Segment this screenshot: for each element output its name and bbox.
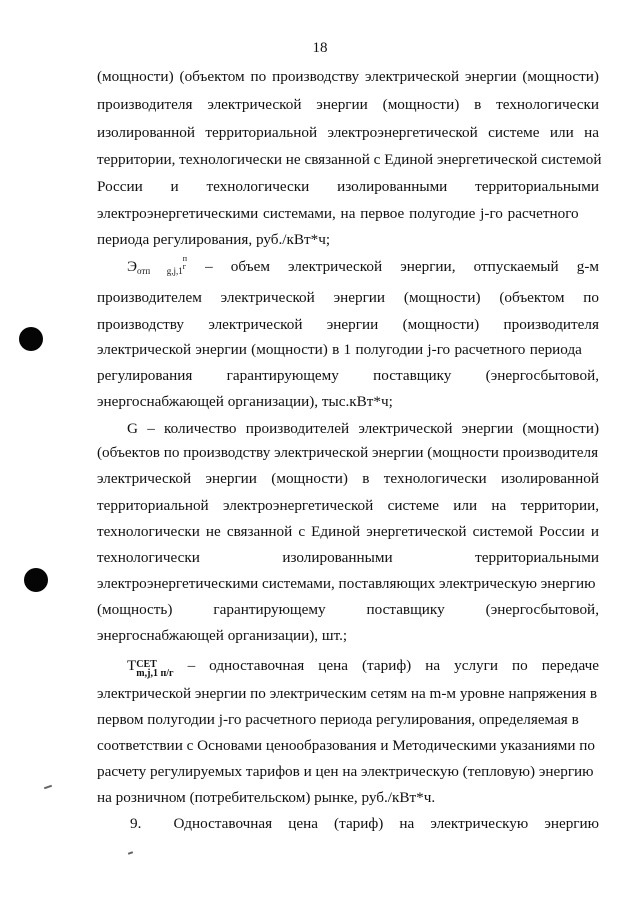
text-line: (объектов по производству электрической энергии (мощности производителя [97,444,599,461]
text-line: территориальной электроэнергетической системе или на территории, [97,497,599,514]
term-tariff-definition: – одноставочная цена (тариф) на услуги по передаче [187,657,600,674]
scan-mark [44,785,52,790]
text-line: изолированной территориальной электроэнергетической системе или на [97,124,599,141]
text-line: России и технологически изолированными территориальными [97,178,599,195]
text-line: энергоснабжающей организации), шт.; [97,627,348,644]
text-line: первом полугодии j-го расчетного периода регулирования, определяемая в [97,711,579,728]
text-line: (мощности) (объектом по производству электрической энергии (мощности) [97,68,599,85]
term-energy-definition: – объем электрической энергии, отпускаемый g-м [205,258,599,275]
text-line: технологически не связанной с Единой энергетической системой России и [97,523,599,540]
text-line: производителя электрической энергии (мощности) в технологически [97,96,599,113]
text-line: технологически изолированными территориальными [97,549,599,566]
item-text: Одноставочная цена (тариф) на электрическую энергию [173,815,600,832]
text-line: периода регулирования, руб./кВт*ч; [97,231,331,248]
symbol-energy: $Э_{отп g,j,1}п$ г [127,254,187,276]
page-number: 18 [312,40,328,56]
symbol-tariff: TСЕТ m,j,1 п/г [127,657,174,679]
text-line: электроэнергетическими системами, на первое полугодие j-го расчетного [97,205,579,222]
text-line: электрической энергии по электрическим сетям на m-м уровне напряжения в [97,685,598,702]
scan-mark [128,851,133,855]
text-line: энергоснабжающей организации), тыс.кВт*ч; [97,393,393,410]
term-energy-line [127,255,599,281]
term-tariff-line [127,656,599,678]
text-line: на розничном (потребительском) рынке, руб./кВт*ч. [97,789,436,806]
text-line: электрической энергии (мощности) в 1 полугодии j-го расчетного периода [97,341,582,358]
text-line: территории, технологически не связанной с Единой энергетической системой [97,151,602,168]
text-line: электроэнергетическими системами, поставляющих электрическую энергию [97,575,596,592]
text-line: производству электрической энергии (мощности) производителя [97,316,599,333]
text-line: (мощность) гарантирующему поставщику (энергосбытовой, [97,601,599,618]
text-line: регулирования гарантирующему поставщику (энергосбытовой, [97,367,599,384]
text-line: расчету регулируемых тарифов и цен на электрическую (тепловую) энергию [97,763,594,780]
term-count-line: G – количество производителей электрической энергии (мощности) [127,420,599,437]
text-line: производителем электрической энергии (мощности) (объектом по [97,289,599,306]
item-number: 9. [130,815,142,832]
item-9-line [130,814,599,834]
binder-hole [19,327,43,351]
binder-hole [24,568,48,592]
text-line: соответствии с Основами ценообразования и Методическими указаниями по [97,737,596,754]
text-line: электрической энергии (мощности) в технологически изолированной [97,470,599,487]
